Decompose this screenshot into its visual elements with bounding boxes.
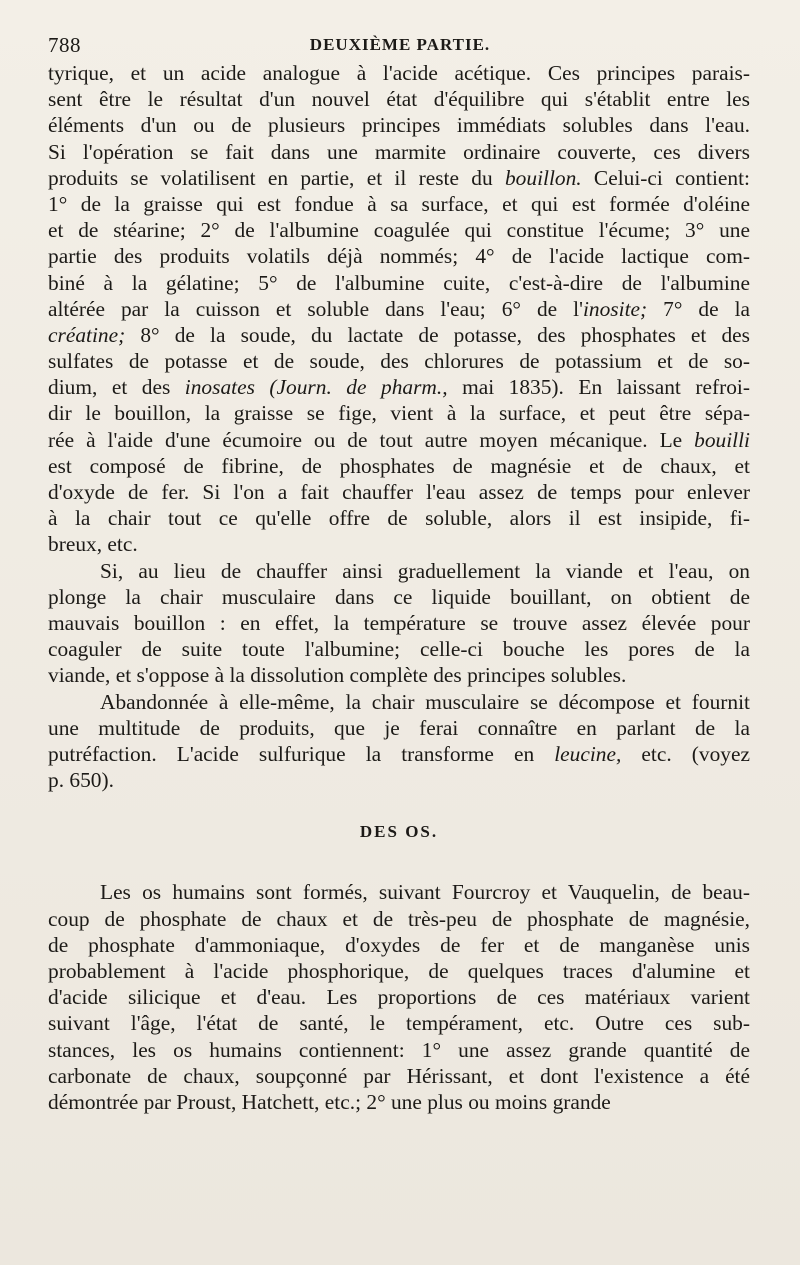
- text-line: tyrique, et un acide analogue à l'acide acétique. Ces principes parais-: [48, 61, 750, 85]
- text-line: d'oxyde de fer. Si l'on a fait chauffer l'eau assez de temps pour enlever: [48, 480, 750, 504]
- text-line: dir le bouillon, la graisse se fige, vient à la surface, et peut être sépa-: [48, 401, 750, 426]
- running-head: DEUXIÈME PARTIE.: [309, 35, 491, 54]
- text-line: biné à la gélatine; 5° de l'albumine cuite, c'est-à-dire de l'albumine: [48, 270, 750, 295]
- text-line: éléments d'un ou de plusieurs principes immédiats solubles dans l'eau.: [48, 113, 750, 138]
- page-number: 788: [48, 33, 81, 57]
- text-line: coup de phosphate de chaux et de très-peu de phosphate de magnésie,: [48, 906, 750, 931]
- text-line: partie des produits volatils déjà nommés; 4° de l'acide lactique com-: [48, 244, 750, 269]
- text-line: est composé de fibrine, de phosphates de magnésie et de chaux, et: [48, 453, 750, 478]
- text-line: breux, etc.: [48, 532, 138, 557]
- text-line: sulfates de potasse et de soude, des chlorures de potassium et de so-: [48, 349, 750, 374]
- text-line: produits se volatilisent en partie, et il reste du bouillon. Celui-ci contient:: [48, 165, 750, 190]
- text-line: putréfaction. L'acide sulfurique la transforme en leucine, etc. (voyez: [48, 741, 750, 766]
- text-line: probablement à l'acide phosphorique, de quelques traces d'alumine et: [48, 959, 750, 983]
- text-line: sent être le résultat d'un nouvel état d'équilibre qui s'établit entre les: [48, 87, 750, 112]
- text-line: plonge la chair musculaire dans ce liquide bouillant, on obtient de: [48, 584, 750, 609]
- text-line: altérée par la cuisson et soluble dans l'eau; 6° de l'inosite; 7° de la: [48, 296, 750, 321]
- paragraph-bouillon: [48, 60, 750, 558]
- text-line: Les os humains sont formés, suivant Fourcroy et Vauquelin, de beau-: [100, 880, 750, 905]
- text-line: coaguler de suite toute l'albumine; celle-ci bouche les pores de la: [48, 637, 750, 662]
- text-line: 1° de la graisse qui est fondue à sa surface, et qui est formée d'oléine: [48, 191, 750, 216]
- text-line: et de stéarine; 2° de l'albumine coagulée qui constitue l'écume; 3° une: [48, 218, 750, 243]
- text-line: stances, les os humains contiennent: 1° une assez grande quantité de: [48, 1037, 750, 1062]
- page-header: [48, 30, 752, 60]
- page-body: [48, 60, 750, 1115]
- section-title: DES OS.: [359, 822, 439, 842]
- text-line: d'acide silicique et d'eau. Les proportions de ces matériaux varient: [48, 985, 750, 1010]
- text-line: rée à l'aide d'une écumoire ou de tout autre moyen mécanique. Le bouilli: [48, 427, 750, 452]
- text-line: dium, et des inosates (Journ. de pharm., mai 1835). En laissant refroi-: [48, 375, 750, 400]
- paragraph-decomposition: [48, 689, 750, 794]
- text-line: p. 650).: [48, 768, 114, 793]
- text-line: mauvais bouillon : en effet, la température se trouve assez élevée pour: [48, 610, 750, 635]
- text-line: carbonate de chaux, soupçonné par Hérissant, et dont l'existence a été: [48, 1063, 750, 1088]
- paragraph-boiling-water: [48, 558, 750, 689]
- text-line: Abandonnée à elle-même, la chair musculaire se décompose et fournit: [100, 689, 750, 714]
- text-line: démontrée par Proust, Hatchett, etc.; 2° une plus ou moins grande: [48, 1089, 611, 1114]
- text-line: à la chair tout ce qu'elle offre de soluble, alors il est insipide, fi-: [48, 506, 750, 531]
- text-line: suivant l'âge, l'état de santé, le tempérament, etc. Outre ces sub-: [48, 1011, 750, 1036]
- paragraph-bones: [48, 879, 750, 1115]
- text-line: Si, au lieu de chauffer ainsi graduellement la viande et l'eau, on: [100, 558, 750, 583]
- text-line: Si l'opération se fait dans une marmite ordinaire couverte, ces divers: [48, 139, 750, 164]
- text-line: viande, et s'oppose à la dissolution complète des principes solubles.: [48, 663, 627, 688]
- text-line: une multitude de produits, que je ferai connaître en parlant de la: [48, 715, 750, 740]
- text-line: de phosphate d'ammoniaque, d'oxydes de fer et de manganèse unis: [48, 932, 750, 957]
- text-line: créatine; 8° de la soude, du lactate de potasse, des phosphates et des: [48, 322, 750, 347]
